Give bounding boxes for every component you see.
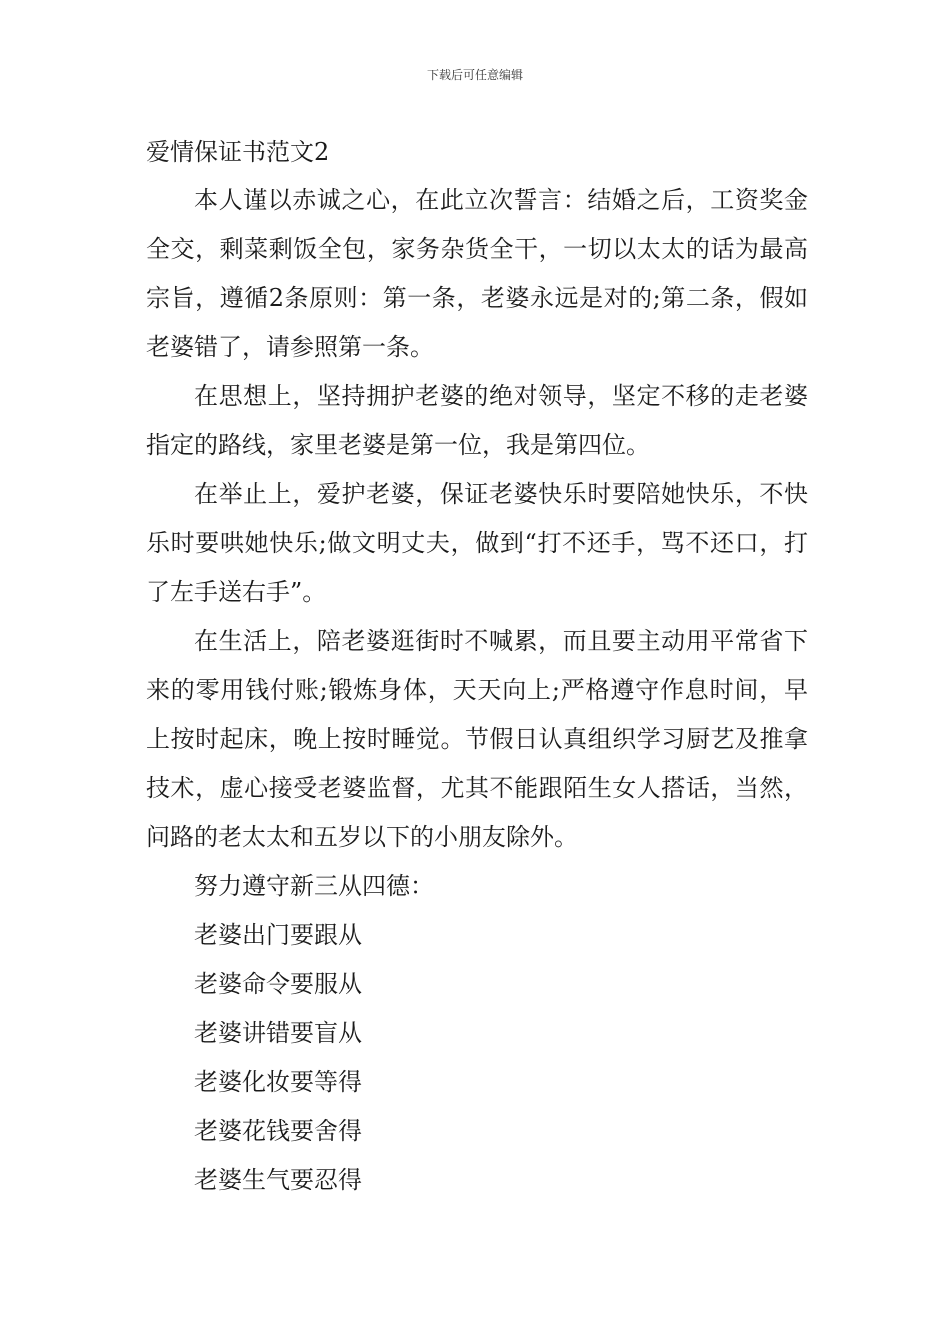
paragraph-oath: 本人谨以赤诚之心，在此立次誓言：结婚之后，工资奖金全交，剩菜剩饭全包，家务杂货全干，一切以太太的话为最高宗旨，遵循2条原则：第一条，老婆永远是对的;第二条，假如老婆错了，请参照第一条。 xyxy=(146,186,808,361)
list-item: 老婆生气要忍得 xyxy=(194,1166,362,1194)
list-item: 老婆化妆要等得 xyxy=(194,1068,362,1096)
list-item: 老婆出门要跟从 xyxy=(194,921,362,949)
paragraph-life: 在生活上，陪老婆逛街时不喊累，而且要主动用平常省下来的零用钱付账;锻炼身体，天天向上;严格遵守作息时间，早上按时起床，晚上按时睡觉。节假日认真组织学习厨艺及推拿技术，虚心接受老婆监督，尤其不能跟陌生女人搭话，当然，问路的老太太和五岁以下的小朋友除外。 xyxy=(146,627,808,851)
list-item: 老婆命令要服从 xyxy=(194,970,362,998)
document-body xyxy=(146,128,808,1205)
paragraph-virtues-intro: 努力遵守新三从四德： xyxy=(194,872,434,900)
list-item: 老婆花钱要舍得 xyxy=(194,1117,362,1145)
paragraph-behavior: 在举止上，爱护老婆，保证老婆快乐时要陪她快乐，不快乐时要哄她快乐;做文明丈夫，做到“打不还手，骂不还口，打了左手送右手”。 xyxy=(146,480,808,606)
header-note: 下载后可任意编辑 xyxy=(426,68,523,82)
paragraph-thought: 在思想上，坚持拥护老婆的绝对领导，坚定不移的走老婆指定的路线，家里老婆是第一位，我是第四位。 xyxy=(146,382,808,459)
document-title: 爱情保证书范文2 xyxy=(146,138,330,166)
list-item: 老婆讲错要盲从 xyxy=(194,1019,362,1047)
